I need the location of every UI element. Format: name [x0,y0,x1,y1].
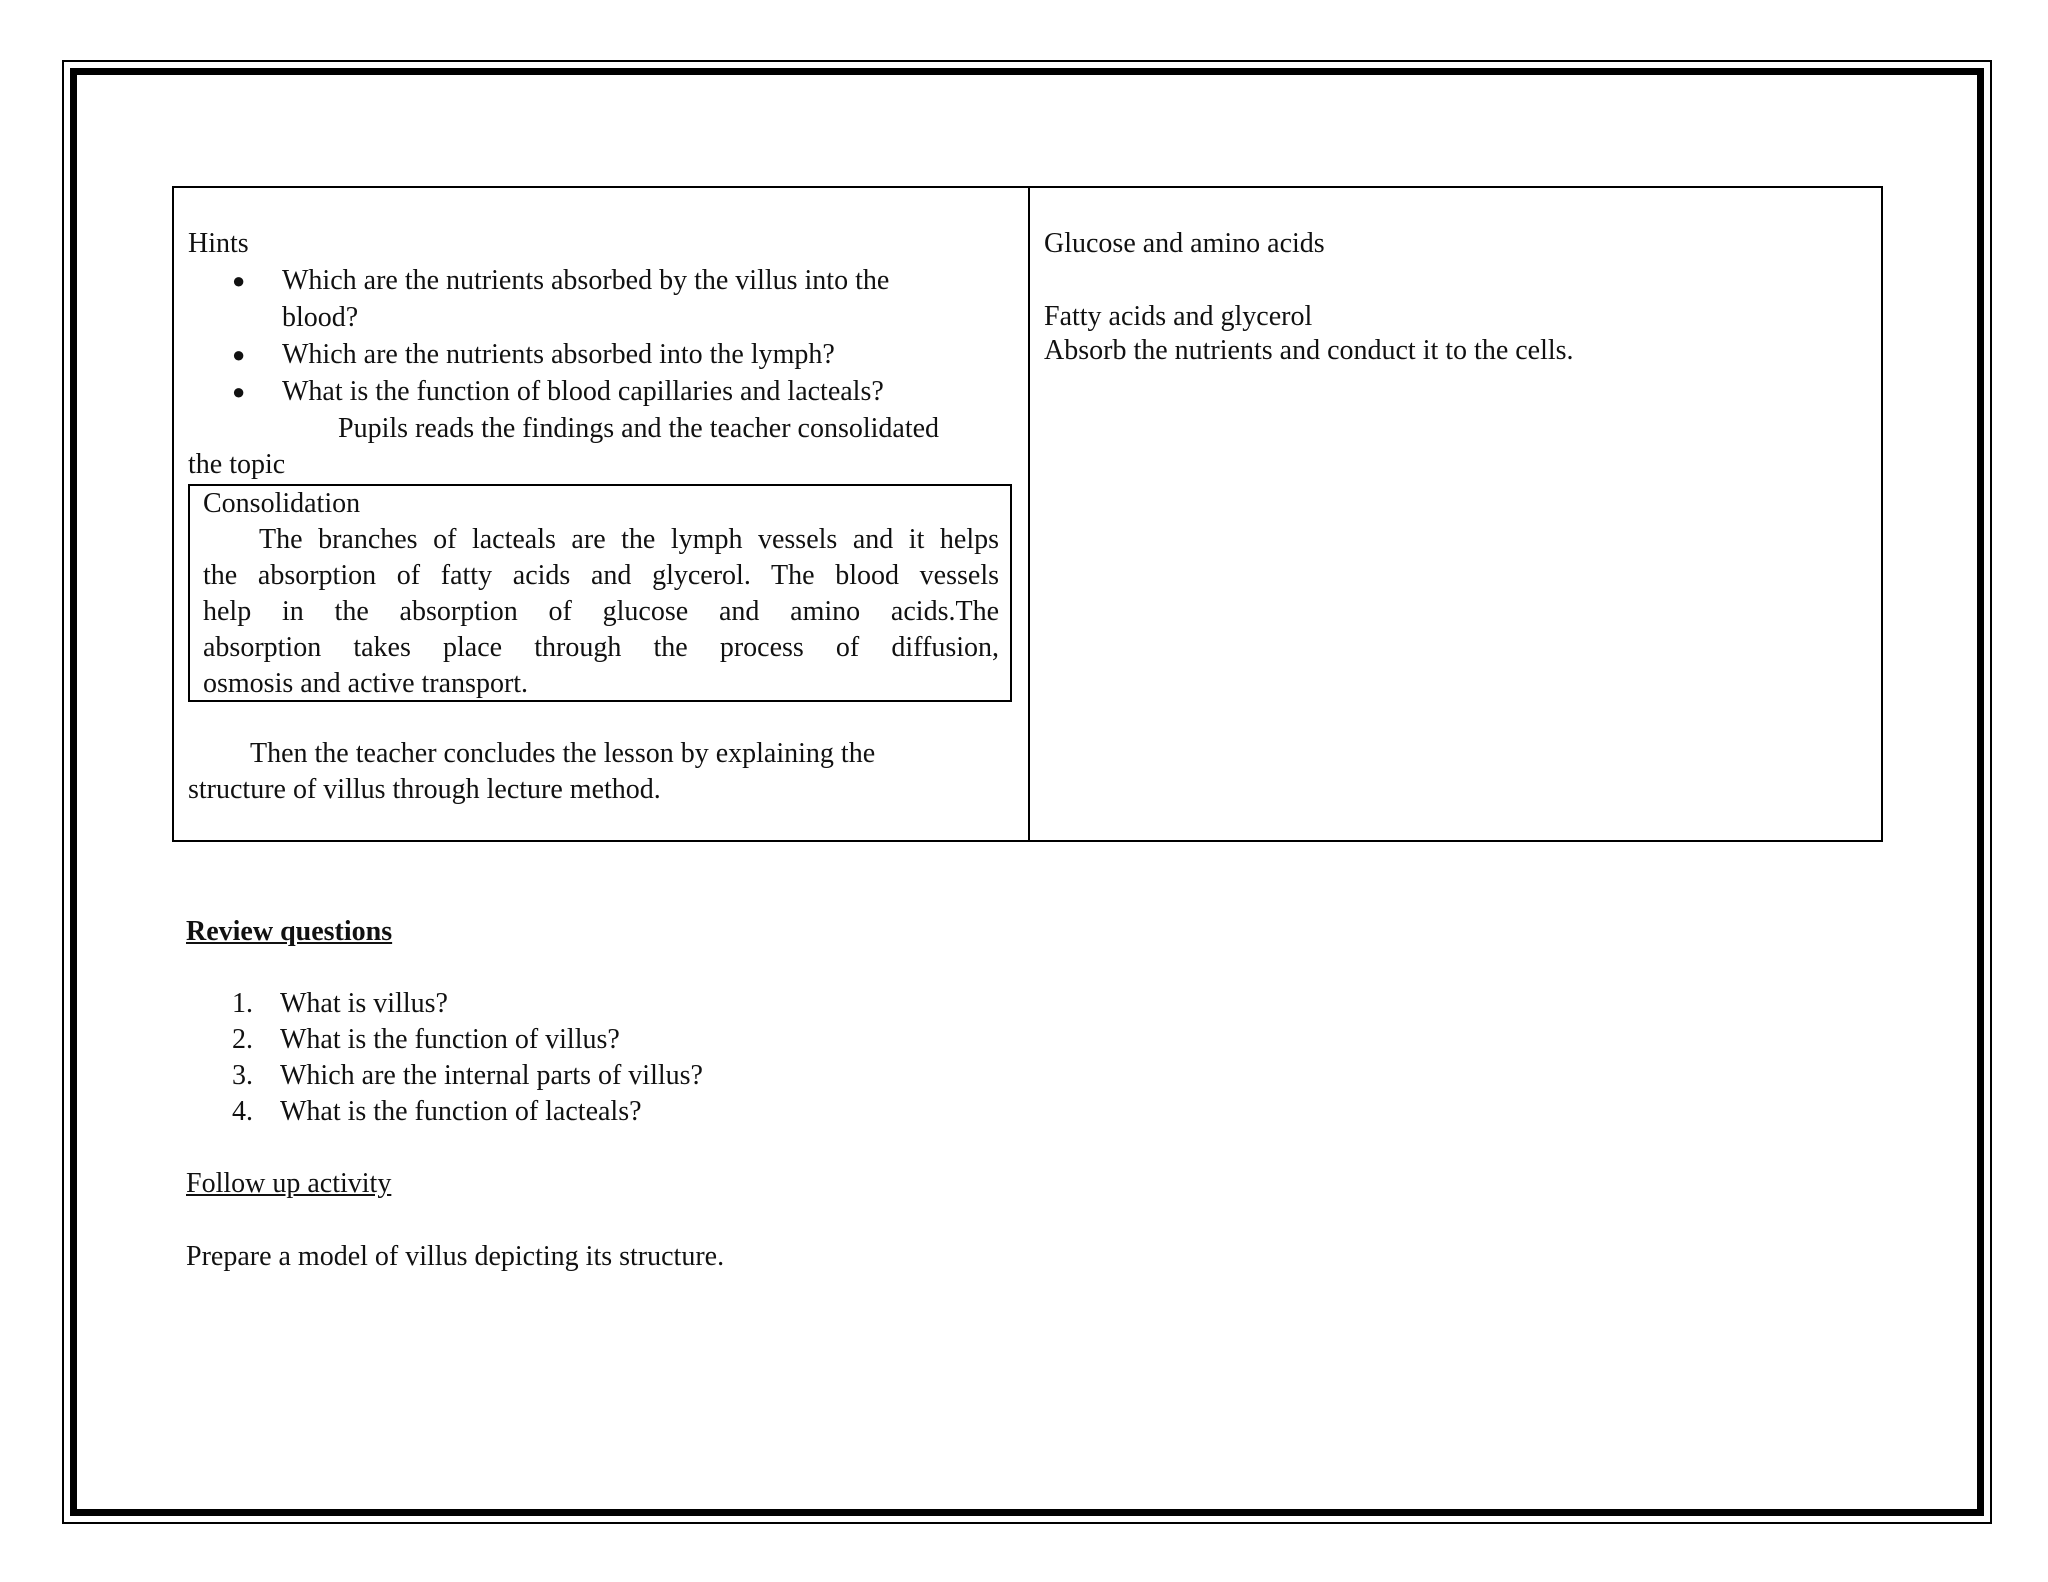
bullet-icon: ● [232,268,246,293]
question-number: 1. [232,988,253,1019]
activity-column [174,188,1030,840]
follow-up-text: Prepare a model of villus depicting its structure. [186,1241,725,1272]
consolidation-line-5: osmosis and active transport. [203,668,529,699]
hint-1-line-1: Which are the nutrients absorbed by the villus into the [282,265,890,296]
question-number: 3. [232,1060,253,1091]
lesson-table [172,186,1883,842]
conclusion-line-1: Then the teacher concludes the lesson by explaining the [250,738,876,769]
bullet-icon: ● [232,379,246,404]
question-number: 4. [232,1096,253,1127]
hint-3: What is the function of blood capillaries and lacteals? [282,376,884,407]
consolidation-line-2: the absorption of fatty acids and glycerol. The blood vessels [203,560,999,591]
answer-2: Fatty acids and glycerol [1044,301,1313,332]
question-text: What is villus? [280,988,448,1019]
consolidation-heading: Consolidation [203,488,361,519]
answer-3: Absorb the nutrients and conduct it to the cells. [1044,335,1574,366]
bullet-icon: ● [232,342,246,367]
follow-up-heading: Follow up activity [186,1168,392,1199]
consolidation-line-4: absorption takes place through the process of diffusion, [203,632,999,663]
findings-line-1: Pupils reads the findings and the teacher consolidated [338,413,940,444]
consolidation-line-1: The branches of lacteals are the lymph vessels and it helps [259,524,999,555]
conclusion-line-2: structure of villus through lecture method. [188,774,661,805]
review-heading: Review questions [186,916,393,947]
question-text: Which are the internal parts of villus? [280,1060,703,1091]
answers-column [1030,188,1881,840]
question-number: 2. [232,1024,253,1055]
consolidation-line-3: help in the absorption of glucose and amino acids.The [203,596,999,627]
question-text: What is the function of lacteals? [280,1096,642,1127]
consolidation-box [188,484,1012,702]
hints-heading: Hints [188,228,249,259]
question-text: What is the function of villus? [280,1024,620,1055]
hint-2: Which are the nutrients absorbed into the lymph? [282,339,835,370]
findings-line-2: the topic [188,449,286,480]
hint-1-line-2: blood? [282,302,359,333]
answer-1: Glucose and amino acids [1044,228,1325,259]
